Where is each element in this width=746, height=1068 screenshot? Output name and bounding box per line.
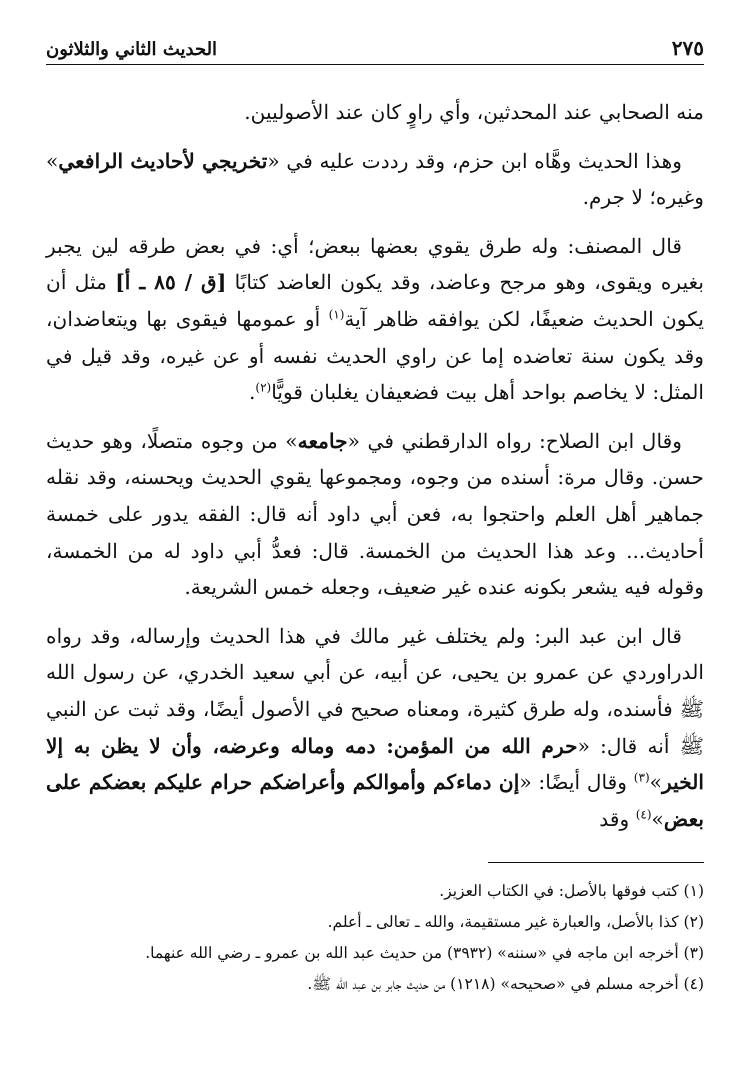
paragraph-2 bbox=[46, 143, 704, 216]
footnote-3: (٣) أخرجه ابن ماجه في «سننه» (٣٩٣٢) من حديث عبد الله بن عمرو ـ رضي الله عنهما. bbox=[145, 944, 704, 962]
footnote-1: (١) كتب فوقها بالأصل: في الكتاب العزيز. bbox=[439, 882, 704, 900]
footnote-ref-1[interactable]: (١) bbox=[328, 307, 345, 322]
hadith-quote-2: إن دماءكم وأموالكم وأعراضكم حرام عليكم بعضكم على بعض bbox=[46, 770, 704, 831]
paragraph-3-text-e: . bbox=[248, 380, 256, 405]
paragraph-5-text-g: وقد bbox=[599, 806, 630, 831]
paragraph-3 bbox=[46, 228, 704, 411]
footnote-ref-3[interactable]: (٣) bbox=[633, 770, 650, 785]
paragraph-5-text-c: » bbox=[649, 770, 662, 795]
paragraph-5-text-d: وقال أيضًا: « bbox=[519, 770, 628, 795]
page-header bbox=[46, 36, 704, 65]
footnote-ref-2[interactable]: (٢) bbox=[255, 380, 272, 395]
paragraph-3-text-a: قال المصنف: وله طرق يقوي بعضها ببعض؛ أي: في بعض طرقه لين يجبر بغيره ويقوى، وهو مرجح وعاضد، وقد يكون العاضد كتابًا bbox=[46, 233, 704, 295]
paragraph-4-text-c: » من وجوه متصلًا، وهو حديث حسن. وقال مرة: أسنده من وجوه، ومجموعها يقوي الحديث ويحسنه، وقد نقله جماهير أهل العلم واحتجوا به، فعن أبي داود أنه قال: الفقه يدور على خمسة أحاديث... وعد هذا الحديث من الخمسة. قال: فعدُّ أبي داود له من الخمسة، وقوله فيه يشعر بكونه عنده غير ضعيف، وجعله خمس الشريعة. bbox=[46, 428, 704, 600]
page-number: ٢٧٥ bbox=[671, 36, 704, 60]
footnote-ref-4[interactable]: (٤) bbox=[635, 806, 652, 821]
paragraph-1-text: منه الصحابي عند المحدثين، وأي راوٍ كان عند الأصوليين. bbox=[244, 100, 704, 124]
paragraph-5-text-a: قال ابن عبد البر: ولم يختلف غير مالك في هذا الحديث وإرساله، وقد رواه الدراوردي عن عمرو بن يحيى، عن أبيه، عن أبي سعيد الخدري، عن رسول الله ﷺ فأسنده، وله طرق كثيرة، ومعناه صحيح في الأصول أيضًا، وقد ثبت عن النبي ﷺ أنه قال: « bbox=[46, 623, 704, 758]
paragraph-3-text-d: أو عمومها فيقوى بها ويتعاضدان، وقد يكون سنة تعاضده إما عن راوي الحديث نفسه أو عن غيره، وقد قيل في المثل: لا يخاصم بواحد أهل بيت فضعيفان يغلبان قويًّا bbox=[46, 306, 704, 405]
paragraph-5 bbox=[46, 618, 704, 838]
paragraph-5-text-f: » bbox=[651, 806, 664, 831]
paragraph-1 bbox=[46, 94, 704, 131]
footnotes bbox=[46, 876, 704, 1000]
hadith-quote-1: حرم الله من المؤمن: دمه وماله وعرضه، وأن لا يظن به إلا الخير bbox=[46, 733, 705, 795]
main-text bbox=[46, 94, 704, 849]
manuscript-folio-ref: [ق / ٨٥ ـ أ] bbox=[115, 270, 227, 295]
book-title-jamiuhu: جامعه bbox=[297, 428, 348, 453]
footnote-2: (٢) كذا بالأصل، والعبارة غير مستقيمة، والله ـ تعالى ـ أعلم. bbox=[327, 913, 704, 931]
book-title-takhrij: تخريجي لأحاديث الرافعي bbox=[58, 148, 268, 173]
paragraph-2-text-c: » وغيره؛ لا جرم. bbox=[46, 148, 704, 210]
footnote-divider bbox=[488, 862, 704, 863]
footnote-4: (٤) أخرجه مسلم في «صحيحه» (١٢١٨) من حديث جابر بن عبد الله ﷺ. bbox=[307, 975, 704, 993]
paragraph-4 bbox=[46, 423, 704, 606]
paragraph-4-text-a: وقال ابن الصلاح: رواه الدارقطني في « bbox=[347, 428, 682, 453]
paragraph-2-text-a: وهذا الحديث وهَّاه ابن حزم، وقد رددت عليه في « bbox=[267, 148, 683, 173]
paragraph-3-text-c: مثل أن يكون الحديث ضعيفًا، لكن يوافقه ظاهر آية bbox=[46, 270, 704, 331]
running-title: الحديث الثاني والثلاثون bbox=[46, 39, 218, 60]
